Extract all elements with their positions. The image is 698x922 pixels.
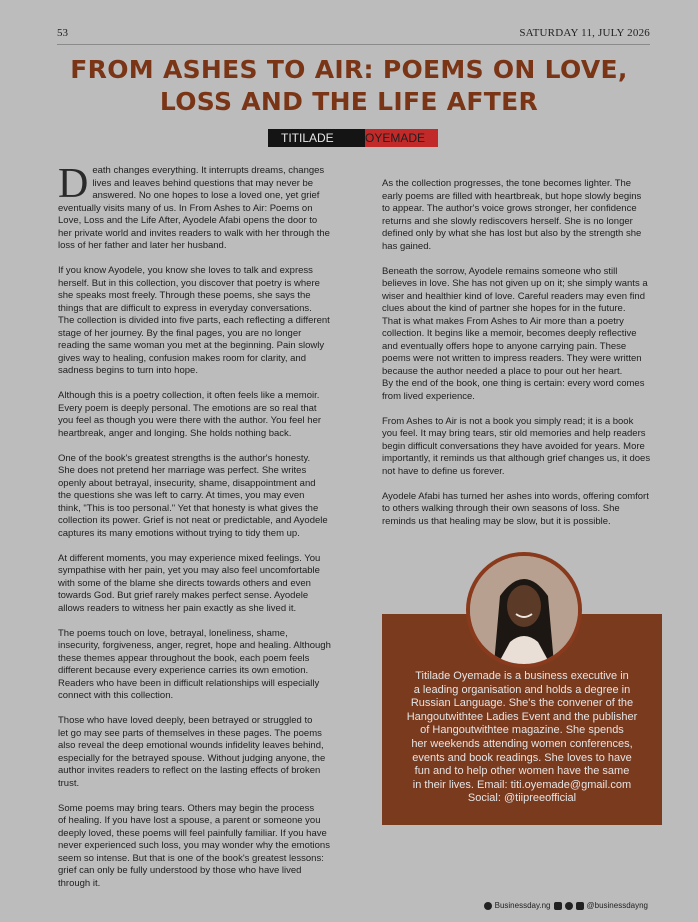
footer-handle[interactable]: @businessdayng (586, 901, 648, 910)
article-paragraph: One of the book's greatest strengths is the author's honesty. She does not pretend her marriage was perfect. She writes openly about betrayal, insecurity, shame, disappointment and the questions she was left to carry. At times, you may even think, "This is too personal." Yet that honesty is what gives the collection its power. Grief is not neat or predictable, and Ayodele captures its many emotions without trying to tidy them up. (58, 452, 328, 539)
title-line-2: LOSS AND THE LIFE AFTER (159, 87, 539, 116)
facebook-icon[interactable] (554, 902, 562, 910)
globe-icon (484, 902, 492, 910)
article-column-left (58, 161, 356, 903)
page-number: 53 (57, 27, 68, 39)
byline-last-name: OYEMADE (365, 129, 438, 147)
article-column-right (382, 178, 667, 541)
article-paragraph: Although this is a poetry collection, it often feels like a memoir. Every poem is deeply personal. The emotions are so real that you feel as though you were there with the author. You feel her heartbreak, anger and longing. She holds nothing back. (58, 390, 322, 439)
article-paragraph: As the collection progresses, the tone becomes lighter. The early poems are filled with heartbreak, but hope slowly begins to appear. The author's voice grows stronger, her confidence returns and she slowly rediscovers herself. She is no longer defined only by what she has lost but also by the strength she has gained. (382, 178, 642, 252)
article-paragraph: From Ashes to Air is not a book you simply read; it is a book you feel. It may bring tears, stir old memories and help readers begin difficult conversations they have avoided for years. More importantly, it reminds us that although grief changes us, it does not have to define us forever. (382, 415, 651, 477)
x-icon[interactable] (576, 902, 584, 910)
instagram-icon[interactable] (565, 902, 573, 910)
byline-first-name: TITILADE (268, 129, 365, 147)
author-photo-frame (466, 552, 582, 668)
article-paragraph: The poems touch on love, betrayal, loneliness, shame, insecurity, forgiveness, anger, regret, hope and healing. Although these themes appear throughout the book, each poem feels different because every experience carries its own emotion. Readers who have been in difficult relationships will especially connect with this collection. (58, 627, 331, 701)
footer-site[interactable]: Businessday.ng (494, 901, 551, 910)
header-rule (57, 44, 650, 45)
article-paragraph: Those who have loved deeply, been betrayed or struggled to let go may see parts of themselves in these pages. The poems also reveal the deep emotional wounds infidelity leaves behind, especially for the betrayed spouse. Without judging anyone, the author invites readers to reflect on the lasting effects of broken trust. (58, 715, 326, 789)
drop-cap: D (58, 161, 89, 207)
article-paragraph: If you know Ayodele, you know she loves to talk and express herself. But in this collection, you discover that poetry is where she speaks most freely. Through these poems, she says the things that are difficult to express in everyday conversations. The collection is divided into five parts, each reflecting a different stage of her journey. By the final pages, you are no longer reading the same woman you met at the beginning. Pain slowly gives way to healing, confusion makes room for clarity, and sadness begins to turn into hope. (58, 265, 330, 376)
title-line-1: FROM ASHES TO AIR: POEMS ON LOVE, (70, 55, 628, 84)
author-bio-text: Titilade Oyemade is a business executive in a leading organisation and holds a degree in Russian Language. She's the convener of the Hangoutwithtee Ladies Event and the publisher of Hangoutwithtee magazine. She spends her weekends attending women conferences, events and book readings. She loves to have fun and to help other women have the same in their lives. Email: titi.oyemade@gmail.com Social: @tiipreeofficial (406, 670, 638, 805)
author-byline (268, 129, 438, 147)
page-header (57, 27, 650, 41)
article-paragraph: Ayodele Afabi has turned her ashes into words, offering comfort to others walking through their own seasons of loss. She reminds us that healing may be slow, but it is possible. (382, 490, 649, 527)
article-paragraph: Death changes everything. It interrupts dreams, changes lives and leaves behind questions that may never be answered. No one hopes to lose a loved one, yet grief eventually visits many of us. In From Ashes to Air: Poems on Love, Loss and the Life After, Ayodele Afabi opens the door to her private world and invites readers to walk with her through the loss of her father and later her husband. (58, 161, 330, 251)
author-photo (470, 556, 578, 664)
article-title (40, 54, 658, 118)
article-paragraph: Beneath the sorrow, Ayodele remains someone who still believes in love. She has not given up on it; she simply wants a wiser and healthier kind of love. Careful readers may even find clues about the kind of partner she hopes for in the future. That is what makes From Ashes to Air more than a poetry collection. It begins like a memoir, becomes deeply reflective and eventually offers hope to anyone carrying pain. These poems were not written to impress readers. They were written because the author needed a place to pour out her heart. By the end of the book, one thing is certain: every word comes from lived experience. (382, 265, 648, 402)
issue-date: SATURDAY 11, JULY 2026 (519, 27, 650, 39)
page-footer (484, 901, 648, 910)
article-paragraph: Some poems may bring tears. Others may begin the process of healing. If you have lost a spouse, a parent or someone you deeply loved, these poems will feel painfully familiar. If you have never experienced such loss, you may wonder why the emotions seem so intense. But that is one of the book's greatest lessons: grief can only be fully understood by those who have lived through it. (58, 802, 330, 889)
article-paragraph: At different moments, you may experience mixed feelings. You sympathise with her pain, yet you may also feel uncomfortable with some of the blame she directs towards others and even towards God. But grief rarely makes perfect sense. Ayodele allows readers to witness her pain exactly as she lived it. (58, 552, 321, 614)
author-portrait-illustration (470, 556, 578, 664)
